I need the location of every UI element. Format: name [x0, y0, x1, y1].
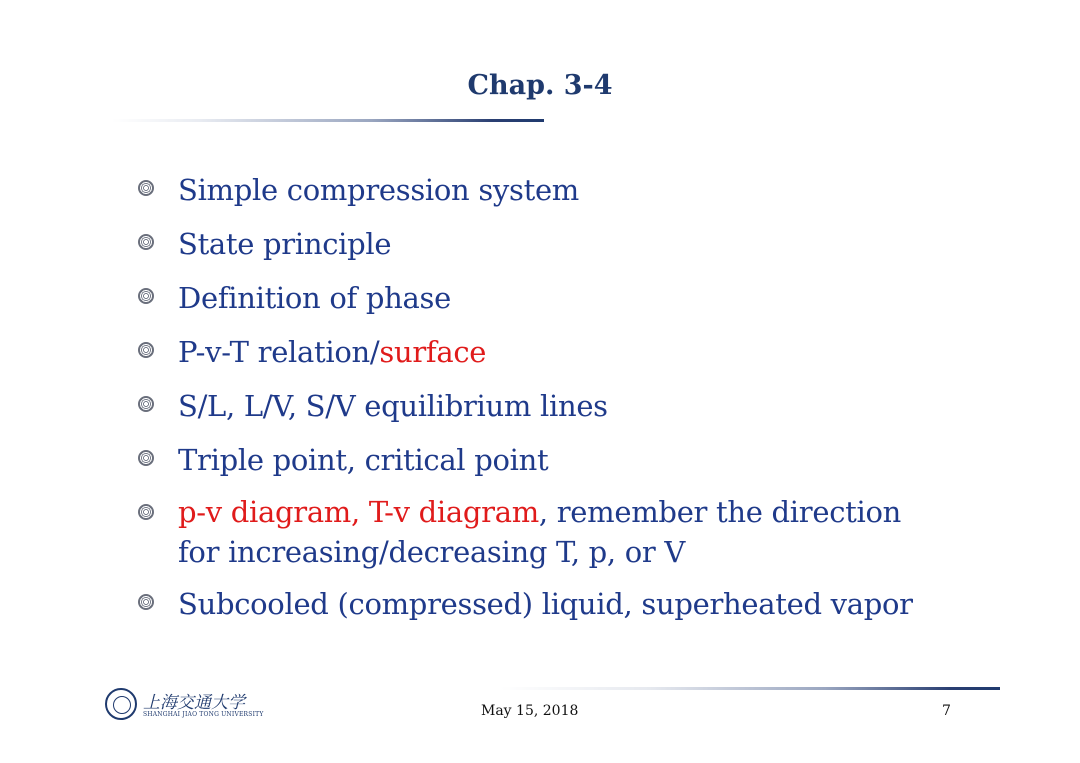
bullet-item	[138, 276, 1018, 320]
footer-date: May 15, 2018	[481, 703, 579, 719]
bullet-text: State principle	[178, 227, 392, 261]
footer-divider	[500, 687, 1000, 690]
bullet-marker-icon	[138, 450, 154, 466]
bullet-item	[138, 168, 1018, 212]
bullet-text: , remember the direction	[538, 495, 902, 529]
page-number: 7	[942, 703, 951, 719]
bullet-text: Definition of phase	[178, 281, 451, 315]
logo-name-en: SHANGHAI JIAO TONG UNIVERSITY	[143, 711, 264, 718]
bullet-item	[138, 438, 1018, 482]
bullet-highlight-text: p-v diagram, T-v diagram	[178, 495, 539, 529]
bullet-text: Subcooled (compressed) liquid, superheated vapor	[178, 587, 913, 621]
bullet-text: P-v-T relation/	[178, 335, 380, 369]
bullet-list	[138, 168, 1018, 636]
bullet-text: S/L, L/V, S/V equilibrium lines	[178, 389, 608, 423]
bullet-text-continued: for increasing/decreasing T, p, or V	[178, 535, 686, 569]
bullet-text: Simple compression system	[178, 173, 580, 207]
title-divider	[112, 119, 544, 122]
bullet-item	[138, 384, 1018, 428]
university-logo	[105, 688, 265, 728]
bullet-item	[138, 582, 1018, 626]
bullet-highlight-text: surface	[379, 335, 487, 369]
slide-title: Chap. 3-4	[467, 70, 613, 101]
university-seal-icon	[105, 688, 137, 720]
bullet-marker-icon	[138, 180, 154, 196]
bullet-item	[138, 222, 1018, 266]
bullet-marker-icon	[138, 504, 154, 520]
bullet-item	[138, 330, 1018, 374]
bullet-marker-icon	[138, 342, 154, 358]
bullet-item	[138, 492, 1018, 572]
logo-name-cn: 上海交通大学	[143, 693, 245, 713]
bullet-marker-icon	[138, 396, 154, 412]
bullet-text: Triple point, critical point	[178, 443, 549, 477]
bullet-marker-icon	[138, 594, 154, 610]
bullet-marker-icon	[138, 288, 154, 304]
bullet-marker-icon	[138, 234, 154, 250]
